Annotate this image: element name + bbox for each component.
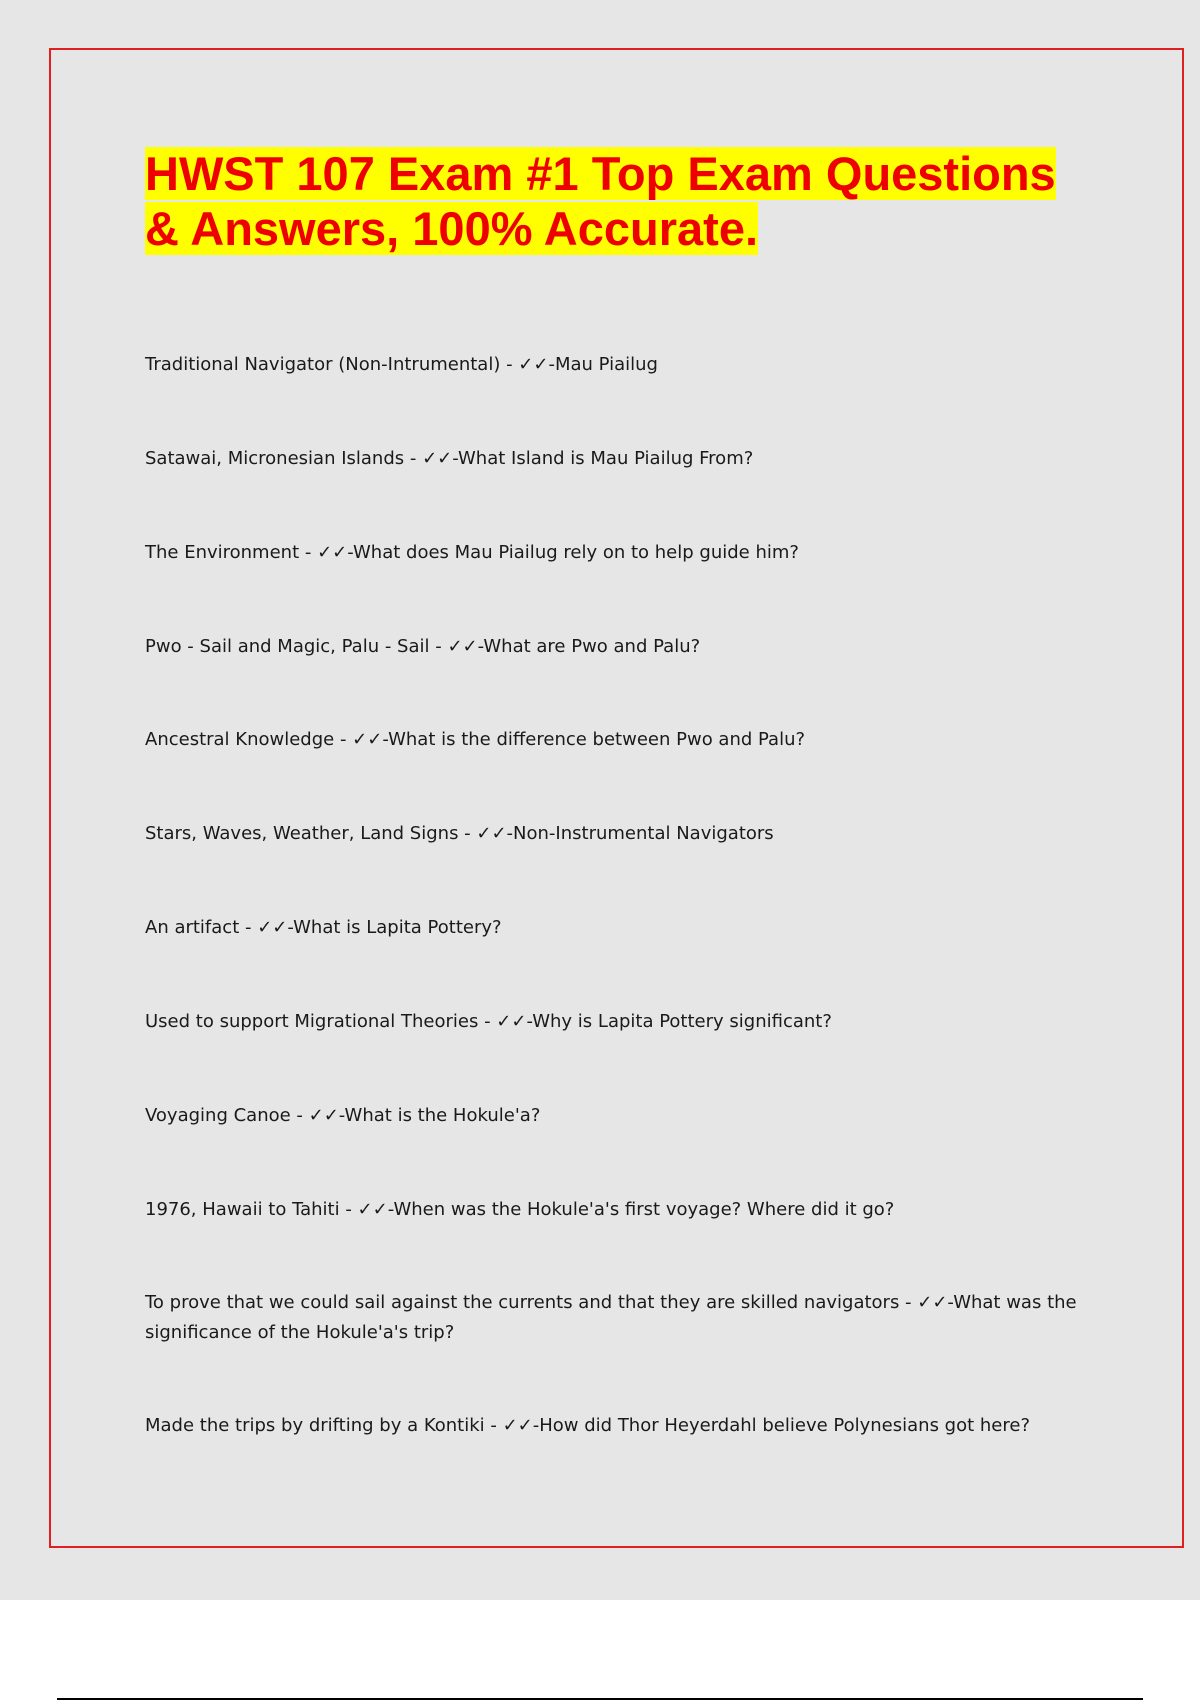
- document-title: [145, 146, 1093, 256]
- qa-item: Used to support Migrational Theories - ✓✓-Why is Lapita Pottery significant?: [145, 1011, 832, 1032]
- qa-item: Traditional Navigator (Non-Intrumental) - ✓✓-Mau Piailug: [145, 354, 658, 375]
- document-title-text: HWST 107 Exam #1 Top Exam Questions & Answers, 100% Accurate.: [145, 147, 1056, 255]
- qa-item: Made the trips by drifting by a Kontiki - ✓✓-How did Thor Heyerdahl believe Polynesians got here?: [145, 1415, 1030, 1436]
- title-block: [145, 146, 1093, 256]
- qa-item: Stars, Waves, Weather, Land Signs - ✓✓-Non-Instrumental Navigators: [145, 823, 774, 844]
- qa-item: To prove that we could sail against the currents and that they are skilled navigators - ✓✓-What was the significance of the Hokule'a's trip?: [145, 1292, 1077, 1343]
- qa-item: The Environment - ✓✓-What does Mau Piailug rely on to help guide him?: [145, 542, 799, 563]
- qa-item: An artifact - ✓✓-What is Lapita Pottery?: [145, 917, 502, 938]
- qa-item: Satawai, Micronesian Islands - ✓✓-What Island is Mau Piailug From?: [145, 448, 754, 469]
- qa-item: Pwo - Sail and Magic, Palu - Sail - ✓✓-What are Pwo and Palu?: [145, 636, 701, 657]
- qa-item: 1976, Hawaii to Tahiti - ✓✓-When was the Hokule'a's first voyage? Where did it go?: [145, 1199, 895, 1220]
- qa-item: Ancestral Knowledge - ✓✓-What is the difference between Pwo and Palu?: [145, 729, 806, 750]
- qa-item: Voyaging Canoe - ✓✓-What is the Hokule'a?: [145, 1105, 541, 1126]
